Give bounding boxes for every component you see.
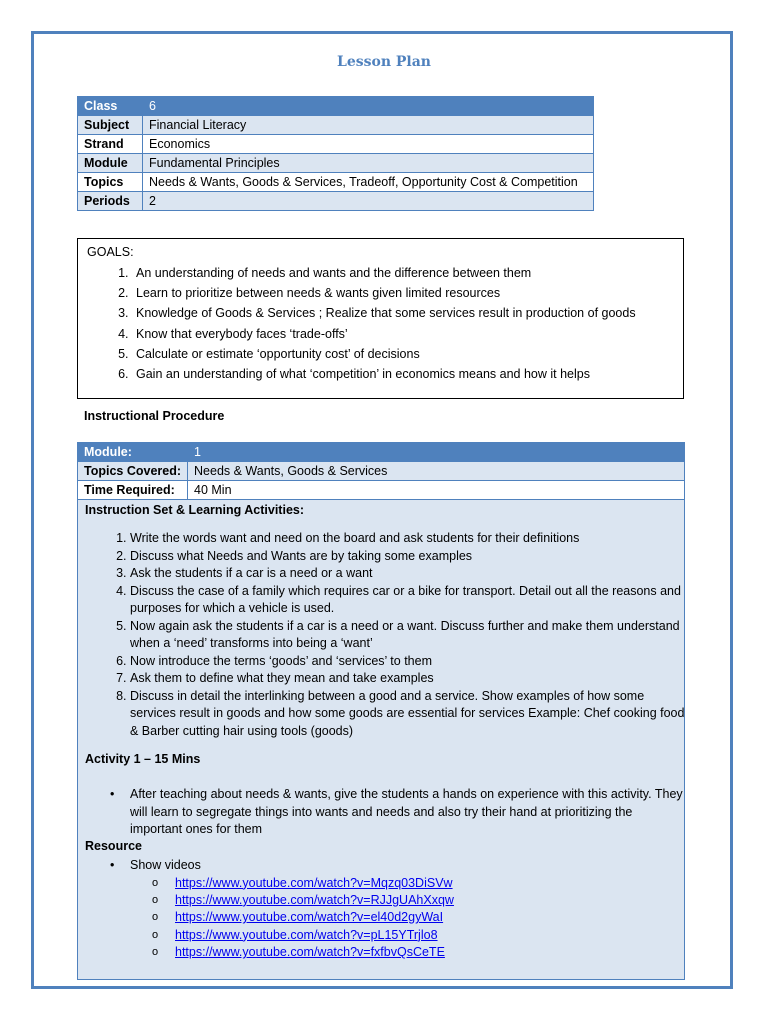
info-value: 6 — [143, 97, 594, 116]
circle-bullet-icon: o — [152, 893, 159, 906]
info-key: Periods — [78, 192, 143, 211]
video-link[interactable]: https://www.youtube.com/watch?v=pL15YTrjlo8 — [175, 927, 438, 942]
step-item: 3. Ask the students if a car is a need or a want — [130, 565, 685, 583]
link-item — [152, 892, 454, 909]
goal-item: 4. Know that everybody faces ‘trade-offs’ — [132, 324, 636, 344]
goals-heading: GOALS: — [87, 245, 134, 259]
info-row-strand — [78, 135, 594, 154]
info-key: Topics — [78, 173, 143, 192]
instruction-set-heading: Instruction Set & Learning Activities: — [85, 503, 305, 517]
goals-box — [77, 238, 684, 399]
bullet-icon: • — [110, 858, 115, 872]
video-link[interactable]: https://www.youtube.com/watch?v=Mqzq03DiSVw — [175, 875, 453, 890]
resource-list — [110, 857, 454, 962]
step-item: 5. Now again ask the students if a car is a need or a want. Discuss further and make them understand when a ‘need’ transforms into being a ‘want’ — [130, 618, 685, 653]
info-value: Economics — [143, 135, 594, 154]
video-link[interactable]: https://www.youtube.com/watch?v=RJJgUAhXxqw — [175, 892, 454, 907]
circle-bullet-icon: o — [152, 911, 159, 924]
info-row-periods — [78, 192, 594, 211]
video-links — [130, 875, 454, 962]
goals-list — [78, 263, 636, 384]
link-item — [152, 944, 454, 961]
lesson-info-table — [77, 96, 594, 211]
module-value: 40 Min — [188, 481, 685, 500]
module-header-table — [77, 442, 685, 500]
page-title: Lesson Plan — [336, 54, 431, 70]
module-value: Needs & Wants, Goods & Services — [188, 462, 685, 481]
info-row-class — [78, 97, 594, 116]
bullet-icon: • — [110, 787, 115, 801]
goal-item: 6. Gain an understanding of what ‘competition’ in economics means and how it helps — [132, 364, 636, 384]
info-row-topics — [78, 173, 594, 192]
link-item — [152, 927, 454, 944]
instructional-procedure-heading: Instructional Procedure — [84, 409, 225, 423]
step-item: 4. Discuss the case of a family which requires car or a bike for transport. Detail out all the reasons and purposes for which a vehicle is used. — [130, 583, 685, 618]
module-key: Module: — [78, 443, 188, 462]
step-item: 7. Ask them to define what they mean and take examples — [130, 670, 685, 688]
step-item: 1. Write the words want and need on the board and ask students for their definitions — [130, 530, 685, 548]
activity-heading: Activity 1 – 15 Mins — [85, 752, 201, 766]
circle-bullet-icon: o — [152, 928, 159, 941]
module-key: Time Required: — [78, 481, 188, 500]
info-value: Needs & Wants, Goods & Services, Tradeoff, Opportunity Cost & Competition — [143, 173, 594, 192]
module-row-number — [78, 443, 685, 462]
goal-item: 2. Learn to prioritize between needs & wants given limited resources — [132, 283, 636, 303]
video-link[interactable]: https://www.youtube.com/watch?v=el40d2gyWaI — [175, 910, 444, 925]
info-value: Financial Literacy — [143, 116, 594, 135]
module-key: Topics Covered: — [78, 462, 188, 481]
resource-item-label: Show videos — [130, 858, 201, 872]
info-value: 2 — [143, 192, 594, 211]
goal-item: 5. Calculate or estimate ‘opportunity cost’ of decisions — [132, 344, 636, 364]
info-key: Strand — [78, 135, 143, 154]
link-item — [152, 875, 454, 892]
link-item — [152, 909, 454, 926]
module-row-time — [78, 481, 685, 500]
info-row-subject — [78, 116, 594, 135]
circle-bullet-icon: o — [152, 946, 159, 959]
module-row-topics — [78, 462, 685, 481]
info-value: Fundamental Principles — [143, 154, 594, 173]
video-link[interactable]: https://www.youtube.com/watch?v=fxfbvQsCeTE — [175, 945, 445, 960]
circle-bullet-icon: o — [152, 876, 159, 889]
resource-item — [110, 857, 454, 962]
activity-text: After teaching about needs & wants, give the students a hands on experience with this activity. They will learn to segregate things into wants and needs and also try their hand at prioritizing the important ones for them — [130, 787, 683, 836]
info-key: Subject — [78, 116, 143, 135]
goal-item: 1. An understanding of needs and wants and the difference between them — [132, 263, 636, 283]
resource-heading: Resource — [85, 839, 142, 853]
module-body — [77, 499, 685, 980]
module-value: 1 — [188, 443, 685, 462]
step-item: 2. Discuss what Needs and Wants are by taking some examples — [130, 548, 685, 566]
info-row-module — [78, 154, 594, 173]
activity-item — [110, 786, 685, 839]
info-key: Class — [78, 97, 143, 116]
activity-list — [78, 786, 685, 839]
step-item: 8. Discuss in detail the interlinking between a good and a service. Show examples of how some services result in goods and how some goods are essential for services Example: Chef cooking food & Barber cutting hair using tools (goods) — [130, 688, 685, 741]
instruction-steps — [78, 530, 685, 740]
step-item: 6. Now introduce the terms ‘goods’ and ‘services’ to them — [130, 653, 685, 671]
info-key: Module — [78, 154, 143, 173]
goal-item: 3. Knowledge of Goods & Services ; Realize that some services result in production of goods — [132, 303, 636, 323]
